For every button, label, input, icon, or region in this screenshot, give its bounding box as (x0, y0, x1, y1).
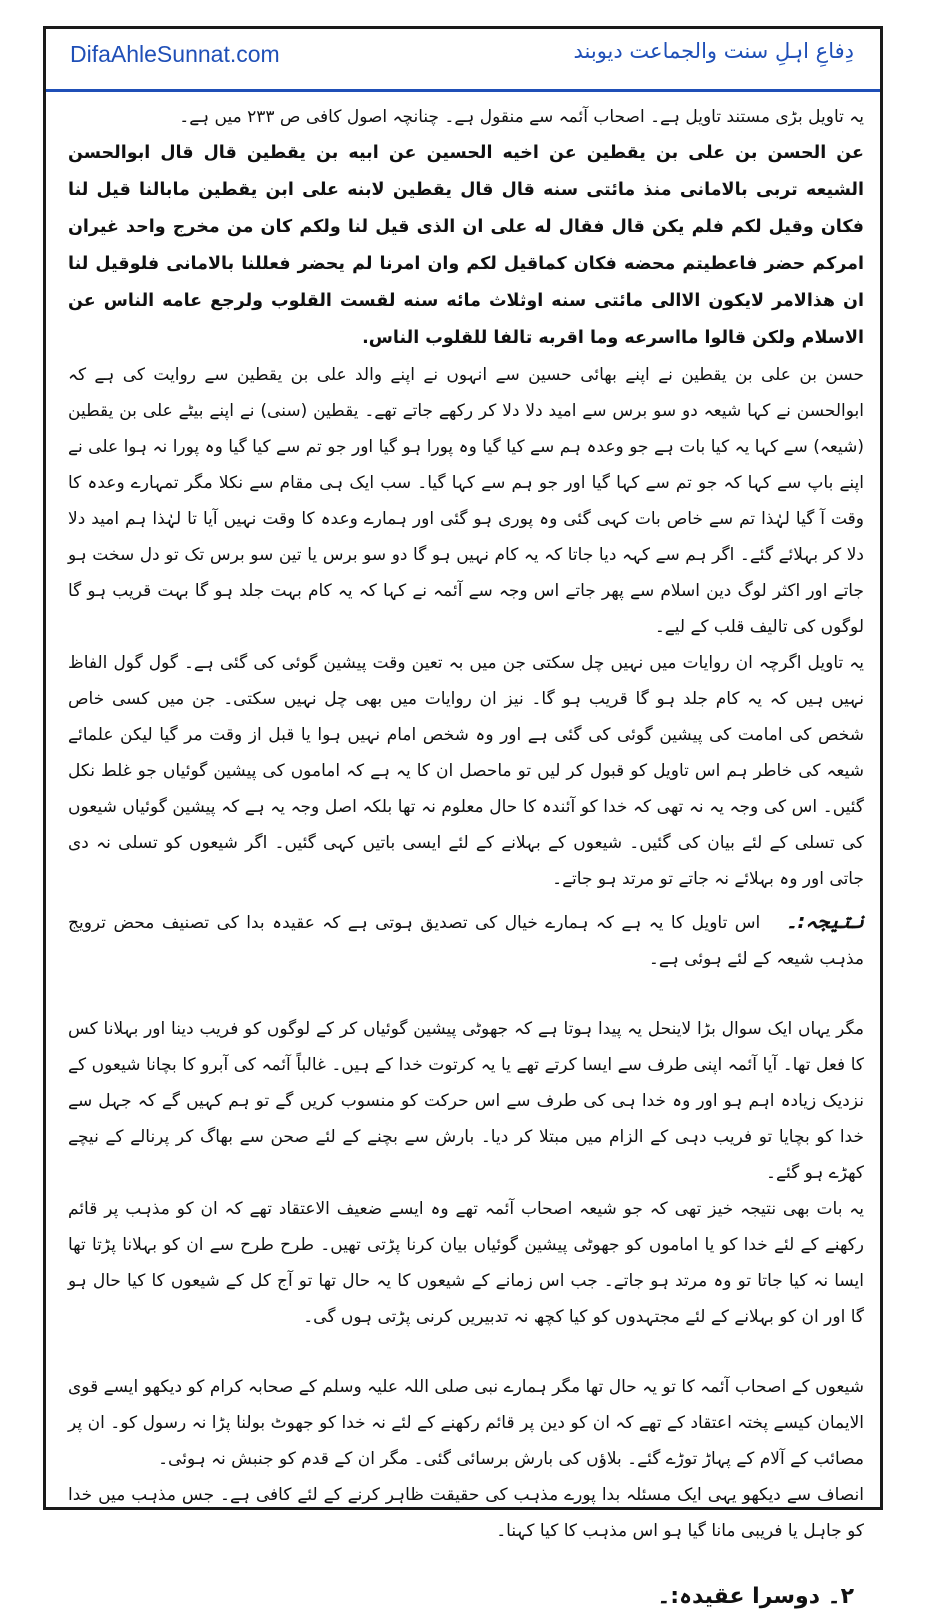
header-divider (46, 89, 880, 92)
article-body (68, 99, 864, 1615)
translation-paragraph: حسن بن علی بن یقطین نے اپنے بھائی حسین سے انہوں نے اپنے والد علی بن یقطین سے روایت کی ہے کہ ابوالحسن نے کہا شیعہ دو سو برس سے امید دلا دلا کر رکھے جاتے تھے۔ یقطین (سنی) نے اپنے بیٹے علی بن یقطین (شیعہ) سے کہا یہ کیا بات ہے جو وعدہ ہم سے کیا گیا وہ پورا ہو گیا اور جو تم سے کیا گیا وہ پورا نہ ہوا علی نے اپنے باپ سے کہا کہ جو تم سے کہا گیا اور جو ہم سے کہا گیا۔ سب ایک ہی مقام سے نکلا مگر تمہارے وعدہ کا وقت آ گیا لہٰذا تم سے خاص بات کہی گئی وہ پوری ہو گئی اور ہمارے وعدہ کا وقت نہیں آیا تا لہٰذا ہم امید دلا دلا کر بہلائے گئے۔ اگر ہم سے کہہ دیا جاتا کہ یہ کام نہیں ہو گا دو سو برس یا تین سو برس تک تو دل سخت ہو جاتے اور اکثر لوگ دین اسلام سے پھر جاتے اس وجہ سے آئمہ نے کہا کہ یہ کام بہت جلد ہو گا بہت قریب ہو گا لوگوں کی تالیف قلب کے لیے۔ (68, 365, 865, 637)
brand-title: دِفاعِ اہلِ سنت والجماعت دیوبند (573, 39, 854, 63)
result-label: نتیجہ:۔ (785, 909, 865, 933)
explanation-paragraph: یہ تاویل اگرچہ ان روایات میں نہیں چل سکتی جن میں بہ تعین وقت پیشین گوئی کی گئی ہے۔ گول گول الفاظ نہیں ہیں کہ یہ کام جلد ہو گا قریب ہو گا۔ نیز ان روایات میں بھی چل نہیں سکتی۔ جن میں کسی خاص شخص کی امامت کی پیشین گوئی کی گئی ہے اور وہ شخص امام نہیں ہوا یا قبل از وقت مر گیا لیکن علمائے شیعہ کی خاطر ہم اس تاویل کو قبول کر لیں تو ماحصل ان کا یہ ہے کہ اماموں کی پیشین گوئیاں جو غلط نکل گئیں۔ اس کی وجہ یہ نہ تھی کہ خدا کو آئندہ کا حال معلوم نہ تھا بلکہ اصل وجہ یہ ہے کہ پیشین گوئیاں شیعوں کی تسلی کے لئے بیان کی گئیں۔ شیعوں کے بہلانے کے لئے ایسی باتیں کہی گئیں۔ اگر شیعوں کو تسلی نہ دی جاتی اور وہ بہلائے نہ جاتے تو مرتد ہو جاتے۔ (68, 653, 864, 889)
page-header (46, 29, 880, 91)
site-url[interactable]: DifaAhleSunnat.com (70, 41, 280, 67)
companions-paragraph: شیعوں کے اصحاب آئمہ کا تو یہ حال تھا مگر ہمارے نبی صلی اللہ علیہ وسلم کے صحابہ کرام کو دیکھو ایسے قوی الایمان کیسے پختہ اعتقاد کے تھے کہ ان کو دین پر قائم رکھنے کے لئے نہ خدا کو جھوٹ بولنا پڑا نہ رسول کو۔ ان پر مصائب کے آلام کے پہاڑ توڑے گئے۔ بلاؤں کی بارش برسائی گئی۔ مگر ان کے قدم کو جنبش نہ ہوئی۔ (68, 1377, 864, 1469)
result-paragraph (68, 903, 864, 977)
section-heading: ۲۔ دوسرا عقیدہ:۔ (657, 1584, 854, 1609)
page-frame (43, 26, 883, 1609)
conclusion-paragraph: یہ بات بھی نتیجہ خیز تھی کہ جو شیعہ اصحاب آئمہ تھے وہ ایسے ضعیف الاعتقاد تھے کہ ان کو مذہب پر قائم رکھنے کے لئے خدا کو یا اماموں کو جھوٹی پیشین گوئیاں بیان کرنا پڑتی تھیں۔ طرح طرح سے ان کو بہلانا پڑتا تھا ایسا نہ کیا جاتا تو وہ مرتد ہو جاتے۔ جب اس زمانے کے شیعوں کا یہ حال تھا تو آج کل کے شیعوں کا کیا حال ہو گا اور ان کو بہلانے کے لئے مجتہدوں کو کیا کچھ نہ تدبیریں کرنی پڑتی ہوں گی۔ (68, 1199, 864, 1327)
question-paragraph: مگر یہاں ایک سوال بڑا لاینحل یہ پیدا ہوتا ہے کہ جھوٹی پیشین گوئیاں کر کے لوگوں کو فریب دینا اور بہلانا کس کا فعل تھا۔ آیا آئمہ اپنی طرف سے ایسا کرتے تھے یا یہ کرتوت خدا کے ہیں۔ غالباً آئمہ کی آبرو کا بچانا شیعوں کے نزدیک زیادہ اہم ہو اور وہ خدا ہی کی طرف سے اس حرکت کو منسوب کریں گے تو ہم کہیں گے کہ جہل سے خدا کو بچایا تو فریب دہی کے الزام میں مبتلا کر دیا۔ بارش سے بچنے کے لئے صحن سے بھاگ کر پرنالے کے نیچے کھڑے ہو گئے۔ (68, 1019, 864, 1183)
result-text: اس تاویل کا یہ ہے کہ ہمارے خیال کی تصدیق ہوتی ہے کہ عقیدہ بدا کی تصنیف محض ترویج مذہب شیعہ کے لئے ہوئی ہے۔ (68, 913, 864, 969)
intro-paragraph: یہ تاویل بڑی مستند تاویل ہے۔ اصحاب آئمہ سے منقول ہے۔ چنانچہ اصول کافی ص ۲۳۳ میں ہے۔ (179, 107, 864, 127)
justice-paragraph: انصاف سے دیکھو یہی ایک مسئلہ بدا پورے مذہب کی حقیقت ظاہر کرنے کے لئے کافی ہے۔ جس مذہب میں خدا کو جاہل یا فریبی مانا گیا ہو اس مذہب کا کیا کہنا۔ (68, 1485, 864, 1541)
arabic-narration: عن الحسن بن علی بن یقطین عن اخیه الحسین عن ابیه بن یقطین قال قال ابوالحسن الشیعه تربی بالامانی منذ مائتی سنه قال قال یقطین لابنه علی ابن یقطین مابالنا قیل لنا فکان وقیل لکم فلم یکن قال فقال له علی ان الذی قیل لنا ولکم کان من مخرج واحد غیران امرکم حضر فاعطیتم محضه فکان کماقیل لکم وان امرنا لم یحضر فعللنا بالامانی فلوقیل لنا ان هذالامر لایکون الاالی مائتی سنه اوثلاث مائه سنه لقست القلوب ولرجع عامه الناس عن الاسلام ولکن قالوا مااسرعه وما اقربه تالفا للقلوب الناس. (68, 143, 864, 348)
